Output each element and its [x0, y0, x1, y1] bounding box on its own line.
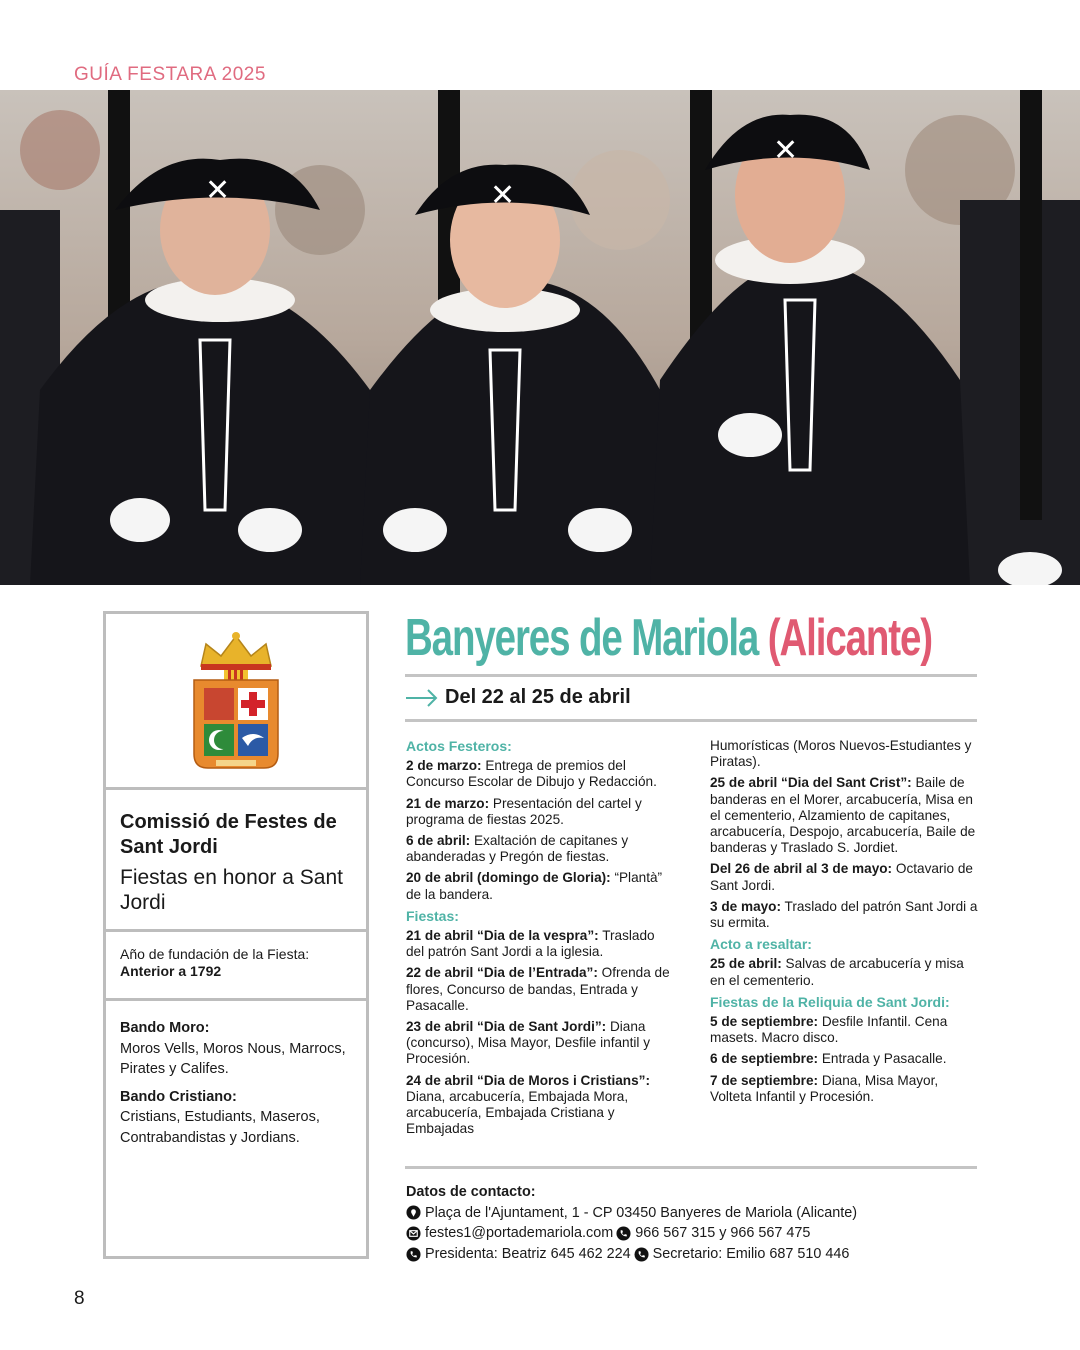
fiesta-entry — [710, 775, 980, 856]
secretario-contact: Secretario: Emilio 687 510 446 — [652, 1245, 850, 1262]
fiesta-entry — [406, 1073, 676, 1138]
svg-text:✕: ✕ — [490, 178, 516, 213]
fiesta-entry — [406, 965, 676, 1014]
contact-divider — [405, 1166, 977, 1169]
fiesta-entry-text: Diana (concurso), Misa Mayor, Desfile infantil y Procesión. — [406, 1019, 651, 1067]
reliquia-heading: Fiestas de la Reliquia de Sant Jordi: — [710, 993, 950, 1010]
contact-heading: Datos de contacto: — [406, 1184, 536, 1200]
bando-moro — [120, 1018, 352, 1080]
organization-section — [106, 790, 366, 932]
page-title — [405, 606, 932, 670]
festival-photo-illustration — [0, 90, 1080, 585]
fiesta-entry-text: Octavario de Sant Jordi. — [710, 861, 973, 893]
address-line — [406, 1203, 857, 1224]
actos-heading: Actos Festeros: — [406, 738, 512, 754]
email-phone-line — [406, 1223, 857, 1244]
bandos-section — [106, 1001, 366, 1165]
fiesta-entry-date: 23 de abril “Dia de Sant Jordi”: — [406, 1019, 607, 1035]
reliquia-entry — [710, 1014, 980, 1046]
founding-section — [106, 932, 366, 1001]
festival-dates: Del 22 al 25 de abril — [445, 686, 631, 708]
reliquia-entry-date: 5 de septiembre: — [710, 1014, 819, 1030]
acto-entry-text: Entrega de premios del Concurso Escolar de Dibujo y Redacción. — [406, 758, 657, 790]
location-pin-icon — [406, 1205, 421, 1220]
fiesta-entry-date: 21 de abril “Dia de la vespra”: — [406, 928, 599, 944]
acto-entry — [406, 833, 676, 865]
email-icon — [406, 1226, 421, 1241]
contact-block — [406, 1182, 857, 1264]
officials-line — [406, 1244, 857, 1265]
resaltar-entry-text: Salvas de arcabucería y misa en el cementerio. — [710, 956, 964, 988]
reliquia-entry — [710, 1073, 980, 1105]
reliquia-entry-date: 7 de septiembre: — [710, 1072, 819, 1088]
acto-entry — [406, 870, 676, 902]
fiesta-entry-date: 25 de abril “Dia del Sant Crist”: — [710, 775, 912, 791]
info-sidebar — [103, 611, 369, 1259]
email-link[interactable]: festes1@portademariola.com — [425, 1225, 614, 1242]
resaltar-entry — [710, 956, 980, 988]
crest-section — [106, 614, 366, 790]
reliquia-entry-text: Entrada y Pasacalle. — [818, 1051, 947, 1067]
fiesta-entry-text: Diana, arcabucería, Embajada Mora, arcabucería, Embajada Cristiana y Embajadas — [406, 1088, 629, 1137]
fiesta-entry — [406, 1019, 676, 1068]
organization-name: Comissió de Festes de Sant Jordi — [120, 811, 337, 858]
acto-entry-text: Exaltación de capitanes y abanderadas y Pregón de fiestas. — [406, 833, 629, 865]
guide-header-label: GUÍA FESTARA 2025 — [74, 64, 266, 85]
fiesta-entry-date: 24 de abril “Dia de Moros i Cristians”: — [406, 1072, 650, 1088]
fiestas-heading: Fiestas: — [406, 907, 459, 924]
fiesta-entry — [710, 861, 980, 893]
acto-entry-date: 21 de marzo: — [406, 795, 490, 811]
phone-numbers: 966 567 315 y 966 567 475 — [635, 1225, 811, 1242]
acto-entry-text: “Plantà” de la bandera. — [406, 870, 663, 902]
reliquia-list — [710, 1014, 980, 1105]
acto-entry-date: 2 de marzo: — [406, 758, 482, 774]
reliquia-entry-date: 6 de septiembre: — [710, 1051, 819, 1067]
organization-subtitle: Fiestas en honor a Sant Jordi — [120, 866, 343, 914]
reliquia-entry-text: Desfile Infantil. Cena masets. Macro disco. — [710, 1014, 948, 1046]
resaltar-list — [710, 956, 980, 988]
svg-text:✕: ✕ — [205, 173, 231, 208]
bando-cristiano — [120, 1087, 352, 1149]
program-left-column — [406, 738, 676, 1142]
phone-icon — [634, 1247, 649, 1262]
resaltar-heading: Acto a resaltar: — [710, 936, 812, 953]
phone-icon — [616, 1226, 631, 1241]
dates-line — [405, 686, 631, 709]
acto-entry — [406, 758, 676, 790]
fiesta-entry — [710, 899, 980, 931]
fiesta-entry-date: 3 de mayo: — [710, 898, 782, 914]
festival-photo — [0, 90, 1080, 585]
acto-entry-text: Presentación del cartel y programa de fiestas 2025. — [406, 795, 642, 827]
acto-entry-date: 6 de abril: — [406, 833, 471, 849]
svg-text:✕: ✕ — [773, 133, 799, 168]
presidenta-contact: Presidenta: Beatriz 645 462 224 — [425, 1245, 631, 1262]
acto-entry — [406, 796, 676, 828]
fiesta-entry-text: Traslado del patrón Sant Jordi a la iglesia. — [406, 928, 655, 960]
arrow-right-icon — [405, 688, 439, 708]
title-region: (Alicante) — [767, 609, 932, 667]
address-text: Plaça de l'Ajuntament, 1 - CP 03450 Banyeres de Mariola (Alicante) — [425, 1204, 858, 1221]
fiesta-entry-date: Del 26 de abril al 3 de mayo: — [710, 861, 893, 877]
bando-cristiano-text: Cristians, Estudiants, Maseros, Contrabandistas y Jordians. — [120, 1109, 320, 1146]
fiesta-entry-text: Baile de banderas en el Morer, arcabucería, Misa en el cementerio, Alzamiento de capitanes, arcabucería, Despojo, arcabucería, Baile de banderas y Traslado S. Jordiet. — [710, 775, 976, 856]
fiesta-entry-text: Traslado del patrón Sant Jordi a su ermita. — [710, 898, 978, 931]
continuation-text: Humorísticas (Moros Nuevos-Estudiantes y Piratas). — [710, 738, 972, 770]
founding-label: Año de fundación de la Fiesta: — [120, 946, 310, 962]
title-place: Banyeres de Mariola — [405, 609, 759, 667]
resaltar-entry-date: 25 de abril: — [710, 956, 782, 972]
fiesta-entry — [406, 928, 676, 960]
acto-entry-date: 20 de abril (domingo de Gloria): — [406, 870, 611, 886]
comissio-crest-icon — [186, 626, 286, 776]
bando-cristiano-title: Bando Cristiano: — [120, 1088, 237, 1105]
actos-list — [406, 758, 676, 903]
reliquia-entry-text: Diana, Misa Mayor, Volteta Infantil y Procesión. — [710, 1072, 939, 1104]
phone-icon — [406, 1247, 421, 1262]
bando-moro-text: Moros Vells, Moros Nous, Marrocs, Pirates y Califes. — [120, 1040, 346, 1077]
founding-value: Anterior a 1792 — [120, 963, 222, 979]
fiestas-continued-list — [710, 775, 980, 931]
dates-divider — [405, 719, 977, 722]
fiesta-entry-text: Ofrenda de flores, Concurso de bandas, Entrada y Pasacalle. — [406, 965, 670, 1013]
reliquia-entry — [710, 1051, 980, 1067]
title-divider — [405, 674, 977, 677]
program-right-column — [710, 738, 980, 1110]
fiestas-list — [406, 928, 676, 1137]
bando-moro-title: Bando Moro: — [120, 1020, 210, 1036]
page-number: 8 — [74, 1288, 85, 1309]
fiesta-entry-date: 22 de abril “Dia de l’Entrada”: — [406, 965, 598, 981]
